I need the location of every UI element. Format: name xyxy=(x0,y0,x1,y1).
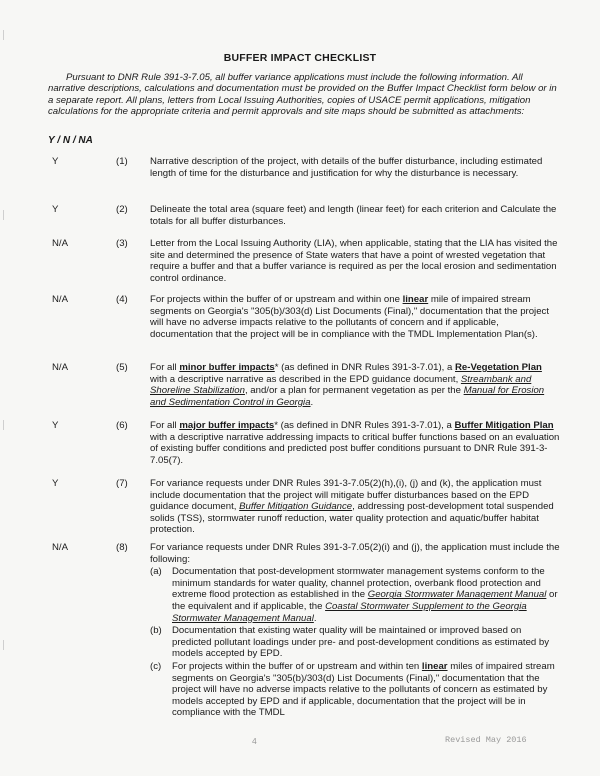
item-text: Narrative description of the project, with details of the buffer disturbance, including estimated length of time for the disturbance and justification for why the disturbance is necessary. xyxy=(150,156,543,179)
doc-title-erosion-manual: Manual for Erosion and Sedimentation Control in Georgia xyxy=(150,385,545,408)
item-lead-text: For variance requests under DNR Rules 391-3-7.05(2)(i) and (j), the application must include the following: xyxy=(150,542,560,565)
text-run: * (as defined in DNR Rules 391-3-7.01), a xyxy=(274,362,455,373)
item-number: (8) xyxy=(116,542,128,553)
yna-header: Y / N / NA xyxy=(48,135,93,146)
scan-edge-mark xyxy=(3,30,8,40)
item-number: (7) xyxy=(116,478,128,489)
revision-date: Revised May 2016 xyxy=(445,735,527,745)
emphasis-linear: linear xyxy=(421,660,448,672)
item-text xyxy=(150,294,560,340)
text-run: , and/or a plan for permanent vegetation as per the xyxy=(244,385,464,397)
text-run: For all xyxy=(150,362,180,373)
text-run: * (as defined in DNR Rules 391-3-7.01), a xyxy=(274,420,455,431)
scan-edge-mark xyxy=(3,640,8,650)
item-text xyxy=(150,542,560,719)
item-number: (3) xyxy=(116,238,128,249)
item-number: (5) xyxy=(116,362,128,373)
item-answer: Y xyxy=(52,420,59,431)
text-run: or the equivalent and if applicable, the xyxy=(172,589,558,612)
text-run: . xyxy=(313,612,317,624)
emphasis-linear: linear xyxy=(402,294,429,305)
text-run: miles of impaired stream segments on Georgia's "305(b)/303(d) List Documents (Final)," documentation that the project will have no adverse impacts relative to the pollutants of concern as estimated by models accepted by EPD and if applicable, documentation that the project will be in compliance with the TMDL xyxy=(172,660,555,719)
item-number: (2) xyxy=(116,204,128,215)
scan-edge-mark xyxy=(3,420,8,430)
emphasis-major-buffer: major buffer impacts xyxy=(179,420,275,431)
item-answer: Y xyxy=(52,156,59,167)
text-run: . xyxy=(310,396,314,408)
item-answer: Y xyxy=(52,204,59,215)
item-answer: N/A xyxy=(52,238,68,249)
text-run: , addressing post-development total suspended solids (TSS), stormwater runoff reduction, water quality protection and aquatic/buffer habitat protection. xyxy=(150,501,554,536)
sub-label: (b) xyxy=(150,625,162,637)
doc-title-streambank: Streambank and Shoreline Stabilization xyxy=(150,373,532,397)
item-number: (6) xyxy=(116,420,128,431)
item-number: (1) xyxy=(116,156,128,167)
page-title: BUFFER IMPACT CHECKLIST xyxy=(223,52,377,64)
item-text xyxy=(150,362,560,408)
text-run: Documentation that existing water quality will be maintained or improved based on predicted pollutant loadings under pre- and post-development conditions as estimated by models accepted by EPD. xyxy=(172,625,550,660)
doc-title-coastal-supplement: Coastal Stormwater Supplement to the Georgia Stormwater Management Manual xyxy=(172,600,527,624)
text-run: with a descriptive narrative as described in the EPD guidance document, xyxy=(150,373,461,385)
text-run: For variance requests under DNR Rules 391-3-7.05(2)(h),(i), (j) and (k), the application must include documentation that the project will mitigate buffer disturbances based on the EPD guidance document, xyxy=(150,478,542,513)
scan-edge-mark xyxy=(3,210,8,220)
text-run: mile of impaired stream segments on Georgia's "305(b)/303(d) List Documents (Final)," documentation that the project will have no adverse impacts relative to the pollutants of concern and if applicable, documentation that the project will be in compliance with the TMDL Implementation Plan(s). xyxy=(150,294,549,340)
doc-title-stormwater-manual: Georgia Stormwater Management Manual xyxy=(367,589,547,601)
item-text: Letter from the Local Issuing Authority (LIA), when applicable, stating that the LIA has visited the site and determined the presence of State waters that have a point of wrested vegetation that require a buffer and that a buffer variance is required as per the local erosion and sedimentation control ordinance. xyxy=(150,238,558,284)
text-run: Documentation that post-development stormwater management systems conform to the minimum standards for water quality, channel protection, overbank flood protection and extreme flood protection as established in the xyxy=(172,566,545,601)
sub-label: (c) xyxy=(150,660,162,672)
emphasis-minor-buffer: minor buffer impacts xyxy=(179,362,275,373)
item-answer: N/A xyxy=(52,542,68,553)
item-text xyxy=(150,478,560,536)
emphasis-mitigation-plan: Buffer Mitigation Plan xyxy=(454,420,554,431)
item-answer: N/A xyxy=(52,362,68,373)
emphasis-revegetation-plan: Re-Vegetation Plan xyxy=(455,362,542,373)
item-answer: N/A xyxy=(52,294,68,305)
intro-paragraph: Pursuant to DNR Rule 391-3-7.05, all buffer variance applications must include the following information. All narrative descriptions, calculations and documentation must be provided on the Buffer Impact Checklist form below or in a separate report. All plans, letters from Local Issuing Authorities, copies of USACE permit applications, mitigation calculations for the appropriate criteria and permit approvals and site maps should be submitted as attachments: xyxy=(48,72,557,118)
sub-item-b xyxy=(150,625,560,660)
page-number: 4 xyxy=(252,736,257,746)
sub-label: (a) xyxy=(150,566,162,578)
item-number: (4) xyxy=(116,294,128,305)
item-answer: Y xyxy=(52,478,59,489)
doc-title-mitigation-guidance: Buffer Mitigation Guidance xyxy=(239,501,353,513)
text-run: For all xyxy=(150,420,180,431)
item-text: Delineate the total area (square feet) and length (linear feet) for each criterion and Calculate the totals for all buffer disturbances. xyxy=(150,204,557,227)
text-run: For projects within the buffer of or upstream and within ten xyxy=(172,660,422,672)
sub-item-a xyxy=(150,566,560,624)
sub-item-c xyxy=(150,661,560,719)
text-run: For projects within the buffer of or upstream and within one xyxy=(150,294,403,305)
item-text xyxy=(150,420,560,466)
text-run: with a descriptive narrative addressing impacts to critical buffer functions based on an evaluation of existing buffer conditions and predicted post buffer conditions pursuant to DNR Rule 391-3-7.05(7). xyxy=(150,431,560,466)
